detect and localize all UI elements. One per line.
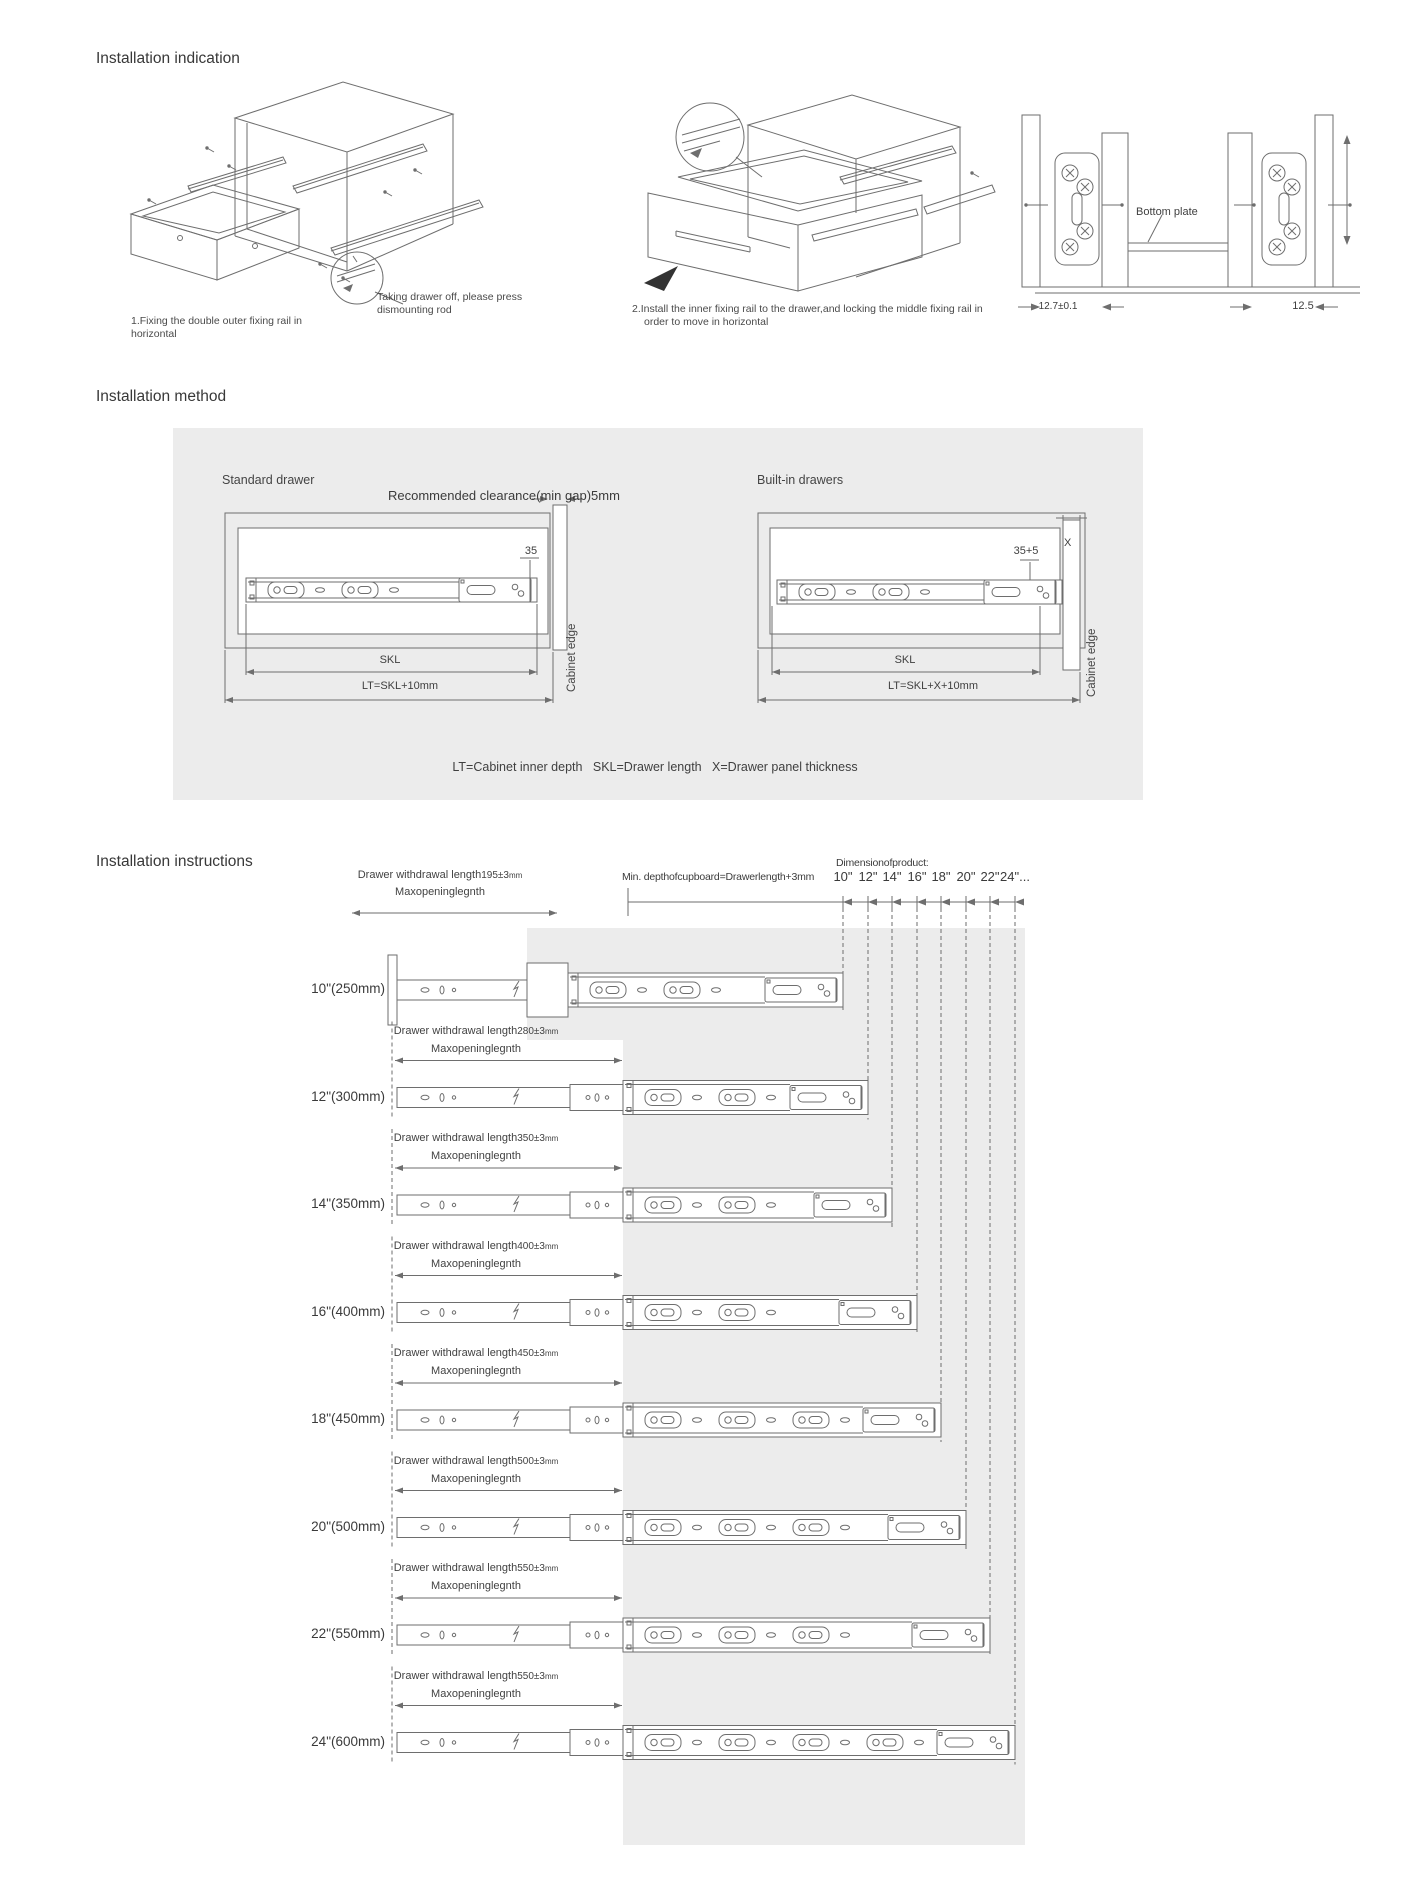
withdrawal-length-label <box>340 1025 612 1038</box>
drawing-drawer-exploded <box>85 66 495 322</box>
dimension-of-product-label: Dimensionofproduct: <box>836 857 929 869</box>
dim-12-5: 12.5 <box>1292 300 1314 312</box>
skl-label-standard: SKL <box>379 654 401 666</box>
withdrawal-value: 195±3 <box>481 870 509 881</box>
size-tick-label: 16" <box>907 869 927 884</box>
withdrawal-prefix: Drawer withdrawal length <box>393 1024 518 1037</box>
bottom-plate-label: Bottom plate <box>1136 206 1198 218</box>
withdrawal-unit: mm <box>544 1026 559 1036</box>
withdrawal-unit: mm <box>544 1564 559 1573</box>
withdrawal-value: 350±3 <box>517 1133 545 1144</box>
row-size-label: 16"(400mm) <box>311 1303 385 1319</box>
max-opening-label: Maxopeninglegnth <box>431 1580 521 1592</box>
lt-formula-standard: LT=SKL+10mm <box>361 680 439 692</box>
callout-dismounting-rod: Taking drawer off, please press dismounting rod <box>377 291 523 316</box>
row-size-label: 12"(300mm) <box>311 1088 385 1104</box>
dim-12-7: 12.7±0.1 <box>1038 301 1078 312</box>
withdrawal-prefix: Drawer withdrawal length <box>393 1347 518 1359</box>
section-title-indication: Installation indication <box>96 50 240 67</box>
withdrawal-value: 450±3 <box>517 1348 545 1359</box>
drawing-method-diagrams <box>170 425 1150 805</box>
row-size-label: 14"(350mm) <box>311 1196 385 1211</box>
size-tick-label: 20" <box>956 869 976 884</box>
cabinet-edge-label-standard: Cabinet edge <box>566 623 578 692</box>
max-opening-label: Maxopeninglegnth <box>431 1042 521 1055</box>
builtin-drawers-label: Built-in drawers <box>757 473 844 487</box>
withdrawal-prefix: Drawer withdrawal length <box>393 1669 518 1682</box>
withdrawal-value: 500±3 <box>517 1455 545 1467</box>
withdrawal-unit: mm <box>508 871 523 880</box>
drawing-drawer-insert <box>620 85 1015 315</box>
withdrawal-prefix: Drawer withdrawal length <box>393 1562 518 1574</box>
max-opening-label: Maxopeninglegnth <box>431 1365 521 1377</box>
section-title-method: Installation method <box>96 388 227 405</box>
withdrawal-prefix: Drawer withdrawal length <box>357 869 482 881</box>
standard-drawer-label: Standard drawer <box>222 473 315 487</box>
caption-step1: 1.Fixing the double outer fixing rail in horizontal <box>131 315 303 340</box>
withdrawal-unit: mm <box>544 1456 559 1466</box>
size-tick-label: 22" <box>980 869 1000 884</box>
withdrawal-value: 400±3 <box>517 1240 545 1252</box>
offset-35-5-label: 35+5 <box>1013 545 1039 557</box>
drawing-cross-section <box>1010 95 1410 330</box>
withdrawal-unit: mm <box>544 1241 559 1251</box>
max-opening-label: Maxopeninglegnth <box>431 1687 521 1700</box>
size-tick-label: 12" <box>858 869 878 884</box>
cabinet-edge-label-builtin: Cabinet edge <box>1086 628 1098 697</box>
lt-formula-builtin: LT=SKL+X+10mm <box>888 680 978 692</box>
withdrawal-length-label <box>340 1562 612 1575</box>
max-opening-label: Maxopeninglegnth <box>431 1257 521 1270</box>
panel-thickness-x-label: X <box>1064 537 1072 549</box>
offset-35-label: 35 <box>524 545 538 557</box>
max-opening-label: Maxopeninglegnth <box>431 1472 521 1485</box>
withdrawal-length-label <box>340 1132 612 1145</box>
withdrawal-length-label <box>340 1670 612 1683</box>
size-tick-label: 14" <box>882 869 902 884</box>
size-tick-label: 18" <box>931 869 951 884</box>
withdrawal-value: 280±3 <box>517 1025 545 1037</box>
withdrawal-value: 550±3 <box>517 1670 545 1682</box>
clearance-label: Recommended clearance(min gap)5mm <box>388 488 620 503</box>
withdrawal-unit: mm <box>544 1349 559 1358</box>
max-opening-label: Maxopeninglegnth <box>431 1150 521 1162</box>
section-title-instructions: Installation instructions <box>96 853 253 870</box>
withdrawal-length-label <box>340 1347 612 1360</box>
withdrawal-unit: mm <box>544 1671 559 1681</box>
min-depth-label: Min. depthofcupboard=Drawerlength+3mm <box>622 871 815 883</box>
row-size-label: 20"(500mm) <box>311 1518 385 1534</box>
row-size-label: 18"(450mm) <box>311 1411 385 1426</box>
skl-label-builtin: SKL <box>894 654 916 666</box>
max-opening-label: Maxopeninglegnth <box>395 886 485 898</box>
withdrawal-length-label <box>340 1455 612 1468</box>
row-size-label: 10"(250mm) <box>311 981 385 996</box>
withdrawal-length-label <box>340 1240 612 1253</box>
size-tick-label: 24"... <box>1000 869 1030 884</box>
drawing-slide-rows <box>0 840 1420 1860</box>
size-tick-label: 10" <box>833 869 853 884</box>
withdrawal-value: 550±3 <box>517 1563 545 1574</box>
withdrawal-unit: mm <box>544 1134 559 1143</box>
row-size-label: 24"(600mm) <box>311 1733 385 1749</box>
withdrawal-prefix: Drawer withdrawal length <box>393 1454 518 1467</box>
method-legend: LT=Cabinet inner depth SKL=Drawer length X=Drawer panel thickness <box>452 760 858 774</box>
withdrawal-prefix: Drawer withdrawal length <box>393 1239 518 1252</box>
withdrawal-length-label <box>300 869 580 882</box>
row-size-label: 22"(550mm) <box>311 1626 385 1641</box>
withdrawal-prefix: Drawer withdrawal length <box>393 1132 518 1144</box>
caption-step2: 2.Install the inner fixing rail to the drawer,and locking the middle fixing rail in order to move in horizontal <box>632 303 983 328</box>
